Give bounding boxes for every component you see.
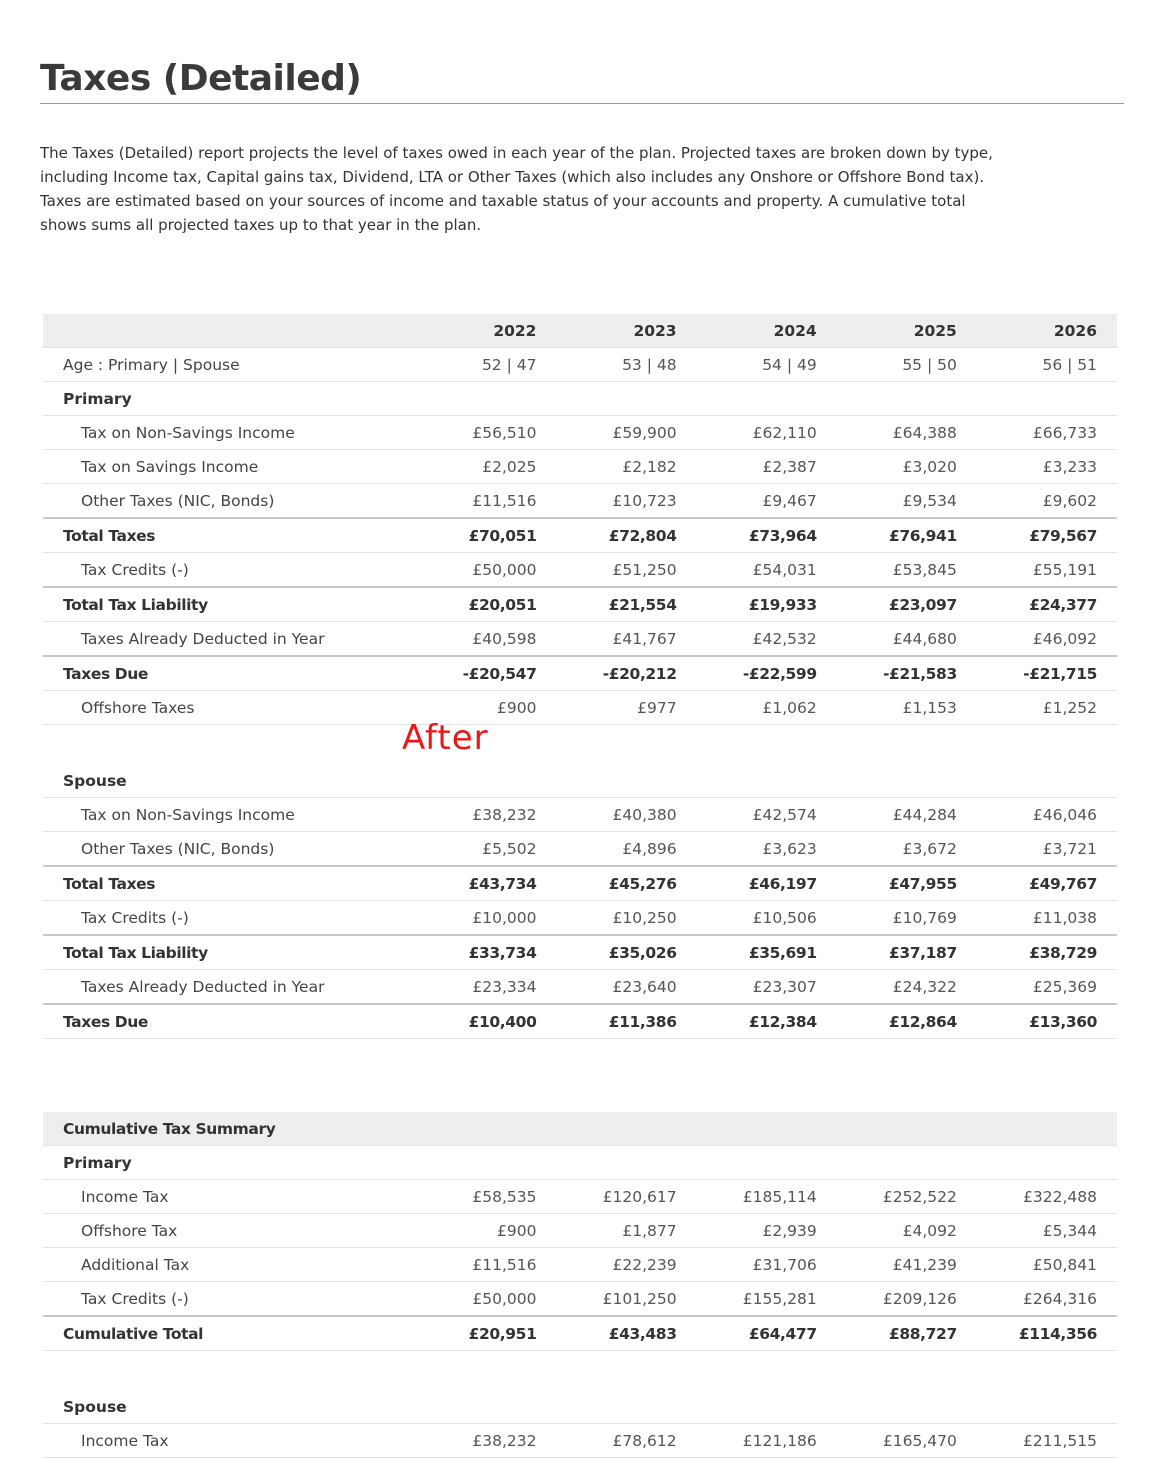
value-cell: £209,126: [837, 1282, 977, 1317]
year-header: 2025: [837, 314, 977, 348]
value-cell: £38,232: [416, 1424, 556, 1458]
value-cell: £3,672: [837, 832, 977, 867]
value-cell: £10,723: [556, 484, 696, 519]
value-cell: £211,515: [977, 1424, 1117, 1458]
value-cell: £264,316: [977, 1282, 1117, 1317]
row-label: Age : Primary | Spouse: [43, 348, 416, 382]
age-row: [43, 348, 1117, 382]
value-cell: £23,334: [416, 970, 556, 1005]
value-cell: £38,232: [416, 798, 556, 832]
value-cell: £46,197: [697, 866, 837, 901]
row-label: Tax on Savings Income: [43, 450, 416, 484]
total-row: [43, 518, 1117, 553]
value-cell: £165,470: [837, 1424, 977, 1458]
year-header-row: [43, 314, 1117, 348]
row-label: Offshore Tax: [43, 1214, 416, 1248]
value-cell: £9,534: [837, 484, 977, 519]
value-cell: £977: [556, 691, 696, 725]
value-cell: £50,841: [977, 1248, 1117, 1282]
value-cell: £31,706: [697, 1248, 837, 1282]
total-row: [43, 866, 1117, 901]
value-cell: £10,769: [837, 901, 977, 936]
value-cell: £1,252: [977, 691, 1117, 725]
value-cell: £20,951: [416, 1316, 556, 1351]
year-header: 2024: [697, 314, 837, 348]
value-cell: £73,964: [697, 518, 837, 553]
value-cell: £42,532: [697, 622, 837, 657]
primary-section-row: [43, 382, 1117, 416]
total-row: [43, 1004, 1117, 1039]
value-cell: £44,284: [837, 798, 977, 832]
row-label: Total Tax Liability: [43, 587, 416, 622]
total-row: [43, 935, 1117, 970]
value-cell: £50,000: [416, 1282, 556, 1317]
age-value: 53 | 48: [556, 348, 696, 382]
age-value: 55 | 50: [837, 348, 977, 382]
value-cell: £40,380: [556, 798, 696, 832]
value-cell: £12,864: [837, 1004, 977, 1039]
value-cell: £4,896: [556, 832, 696, 867]
value-cell: £13,360: [977, 1004, 1117, 1039]
header-blank-cell: [43, 314, 416, 348]
value-cell: £45,276: [556, 866, 696, 901]
value-cell: £78,612: [556, 1424, 696, 1458]
cumulative-tax-table: [43, 1112, 1117, 1458]
value-cell: £53,845: [837, 553, 977, 588]
table-row: [43, 970, 1117, 1005]
table-row: [43, 553, 1117, 588]
value-cell: £155,281: [697, 1282, 837, 1317]
value-cell: £12,384: [697, 1004, 837, 1039]
value-cell: -£22,599: [697, 656, 837, 691]
value-cell: £185,114: [697, 1180, 837, 1214]
row-label: Tax on Non-Savings Income: [43, 416, 416, 450]
value-cell: -£21,715: [977, 656, 1117, 691]
value-cell: £11,516: [416, 1248, 556, 1282]
row-label: Additional Tax: [43, 1248, 416, 1282]
value-cell: £70,051: [416, 518, 556, 553]
row-label: Other Taxes (NIC, Bonds): [43, 484, 416, 519]
value-cell: £121,186: [697, 1424, 837, 1458]
value-cell: £40,598: [416, 622, 556, 657]
row-label: Taxes Already Deducted in Year: [43, 970, 416, 1005]
value-cell: £21,554: [556, 587, 696, 622]
value-cell: £4,092: [837, 1214, 977, 1248]
value-cell: £41,767: [556, 622, 696, 657]
value-cell: £2,182: [556, 450, 696, 484]
age-value: 52 | 47: [416, 348, 556, 382]
value-cell: £50,000: [416, 553, 556, 588]
table-row: [43, 1282, 1117, 1317]
year-header: 2022: [416, 314, 556, 348]
value-cell: £55,191: [977, 553, 1117, 588]
total-row: [43, 1316, 1117, 1351]
value-cell: £5,344: [977, 1214, 1117, 1248]
value-cell: £62,110: [697, 416, 837, 450]
value-cell: £46,092: [977, 622, 1117, 657]
row-label: Income Tax: [43, 1180, 416, 1214]
table-row: [43, 484, 1117, 519]
row-label: Cumulative Total: [43, 1316, 416, 1351]
value-cell: £22,239: [556, 1248, 696, 1282]
value-cell: £101,250: [556, 1282, 696, 1317]
value-cell: £41,239: [837, 1248, 977, 1282]
value-cell: £64,477: [697, 1316, 837, 1351]
value-cell: £35,691: [697, 935, 837, 970]
section-heading: Spouse: [43, 1390, 416, 1424]
value-cell: £2,939: [697, 1214, 837, 1248]
value-cell: £900: [416, 1214, 556, 1248]
value-cell: £1,153: [837, 691, 977, 725]
value-cell: £42,574: [697, 798, 837, 832]
spacer-row: [43, 725, 1117, 765]
report-description: The Taxes (Detailed) report projects the level of taxes owed in each year of the plan. Projected taxes are broken down by type, including Income tax, Capital gains tax, Dividend, LTA or Other Taxes (which also includes any Onshore or Offshore Bond tax). Taxes are estimated based on your sources of income and taxable status of your accounts and property. A cumulative total shows sums all projected taxes up to that year in the plan.: [40, 144, 993, 234]
value-cell: £23,097: [837, 587, 977, 622]
value-cell: £322,488: [977, 1180, 1117, 1214]
after-annotation: After: [402, 718, 489, 758]
table-row: [43, 622, 1117, 657]
value-cell: £43,483: [556, 1316, 696, 1351]
row-label: Total Tax Liability: [43, 935, 416, 970]
value-cell: £10,000: [416, 901, 556, 936]
value-cell: £11,038: [977, 901, 1117, 936]
table-row: [43, 901, 1117, 936]
value-cell: £9,602: [977, 484, 1117, 519]
value-cell: £9,467: [697, 484, 837, 519]
cumulative-header-row: [43, 1112, 1117, 1146]
value-cell: £88,727: [837, 1316, 977, 1351]
value-cell: -£20,547: [416, 656, 556, 691]
page-title: Taxes (Detailed): [40, 58, 362, 99]
value-cell: £37,187: [837, 935, 977, 970]
section-heading: Primary: [43, 382, 416, 416]
year-header: 2023: [556, 314, 696, 348]
row-label: Other Taxes (NIC, Bonds): [43, 832, 416, 867]
value-cell: £47,955: [837, 866, 977, 901]
table-row: [43, 832, 1117, 867]
value-cell: £3,020: [837, 450, 977, 484]
section-heading: Primary: [43, 1146, 416, 1180]
value-cell: £49,767: [977, 866, 1117, 901]
value-cell: £3,233: [977, 450, 1117, 484]
value-cell: £24,322: [837, 970, 977, 1005]
row-label: Taxes Already Deducted in Year: [43, 622, 416, 657]
year-header: 2026: [977, 314, 1117, 348]
table-row: [43, 1180, 1117, 1214]
row-label: Tax Credits (-): [43, 1282, 416, 1317]
table-row: [43, 416, 1117, 450]
value-cell: £2,387: [697, 450, 837, 484]
value-cell: £54,031: [697, 553, 837, 588]
value-cell: £64,388: [837, 416, 977, 450]
cumulative-heading: Cumulative Tax Summary: [43, 1112, 416, 1146]
value-cell: £51,250: [556, 553, 696, 588]
row-label: Income Tax: [43, 1424, 416, 1458]
table-row: [43, 691, 1117, 725]
value-cell: £25,369: [977, 970, 1117, 1005]
value-cell: £23,307: [697, 970, 837, 1005]
value-cell: £11,386: [556, 1004, 696, 1039]
value-cell: £76,941: [837, 518, 977, 553]
value-cell: £43,734: [416, 866, 556, 901]
value-cell: £20,051: [416, 587, 556, 622]
value-cell: £66,733: [977, 416, 1117, 450]
spacer-row: [43, 1351, 1117, 1391]
value-cell: £2,025: [416, 450, 556, 484]
value-cell: £10,250: [556, 901, 696, 936]
detailed-taxes-table: [43, 314, 1117, 1039]
value-cell: £114,356: [977, 1316, 1117, 1351]
value-cell: £1,877: [556, 1214, 696, 1248]
value-cell: £24,377: [977, 587, 1117, 622]
value-cell: £23,640: [556, 970, 696, 1005]
value-cell: £11,516: [416, 484, 556, 519]
value-cell: £3,721: [977, 832, 1117, 867]
row-label: Total Taxes: [43, 866, 416, 901]
title-divider: [40, 103, 1124, 104]
spouse-section-row: [43, 764, 1117, 798]
value-cell: £46,046: [977, 798, 1117, 832]
value-cell: £38,729: [977, 935, 1117, 970]
row-label: Taxes Due: [43, 656, 416, 691]
row-label: Tax Credits (-): [43, 901, 416, 936]
value-cell: £56,510: [416, 416, 556, 450]
row-label: Total Taxes: [43, 518, 416, 553]
value-cell: £10,506: [697, 901, 837, 936]
row-label: Tax Credits (-): [43, 553, 416, 588]
value-cell: £1,062: [697, 691, 837, 725]
value-cell: £35,026: [556, 935, 696, 970]
row-label: Tax on Non-Savings Income: [43, 798, 416, 832]
value-cell: -£21,583: [837, 656, 977, 691]
total-row: [43, 656, 1117, 691]
value-cell: £58,535: [416, 1180, 556, 1214]
value-cell: £19,933: [697, 587, 837, 622]
row-label: Offshore Taxes: [43, 691, 416, 725]
value-cell: £120,617: [556, 1180, 696, 1214]
value-cell: £59,900: [556, 416, 696, 450]
row-label: Taxes Due: [43, 1004, 416, 1039]
value-cell: £10,400: [416, 1004, 556, 1039]
spouse-section-row: [43, 1390, 1117, 1424]
value-cell: £44,680: [837, 622, 977, 657]
table-row: [43, 1248, 1117, 1282]
table-row: [43, 1214, 1117, 1248]
value-cell: £5,502: [416, 832, 556, 867]
primary-section-row: [43, 1146, 1117, 1180]
age-value: 54 | 49: [697, 348, 837, 382]
value-cell: -£20,212: [556, 656, 696, 691]
value-cell: £252,522: [837, 1180, 977, 1214]
age-value: 56 | 51: [977, 348, 1117, 382]
value-cell: £900: [416, 691, 556, 725]
table-row: [43, 450, 1117, 484]
total-row: [43, 587, 1117, 622]
section-heading: Spouse: [43, 764, 416, 798]
value-cell: £79,567: [977, 518, 1117, 553]
value-cell: £33,734: [416, 935, 556, 970]
table-row: [43, 798, 1117, 832]
value-cell: £72,804: [556, 518, 696, 553]
value-cell: £3,623: [697, 832, 837, 867]
